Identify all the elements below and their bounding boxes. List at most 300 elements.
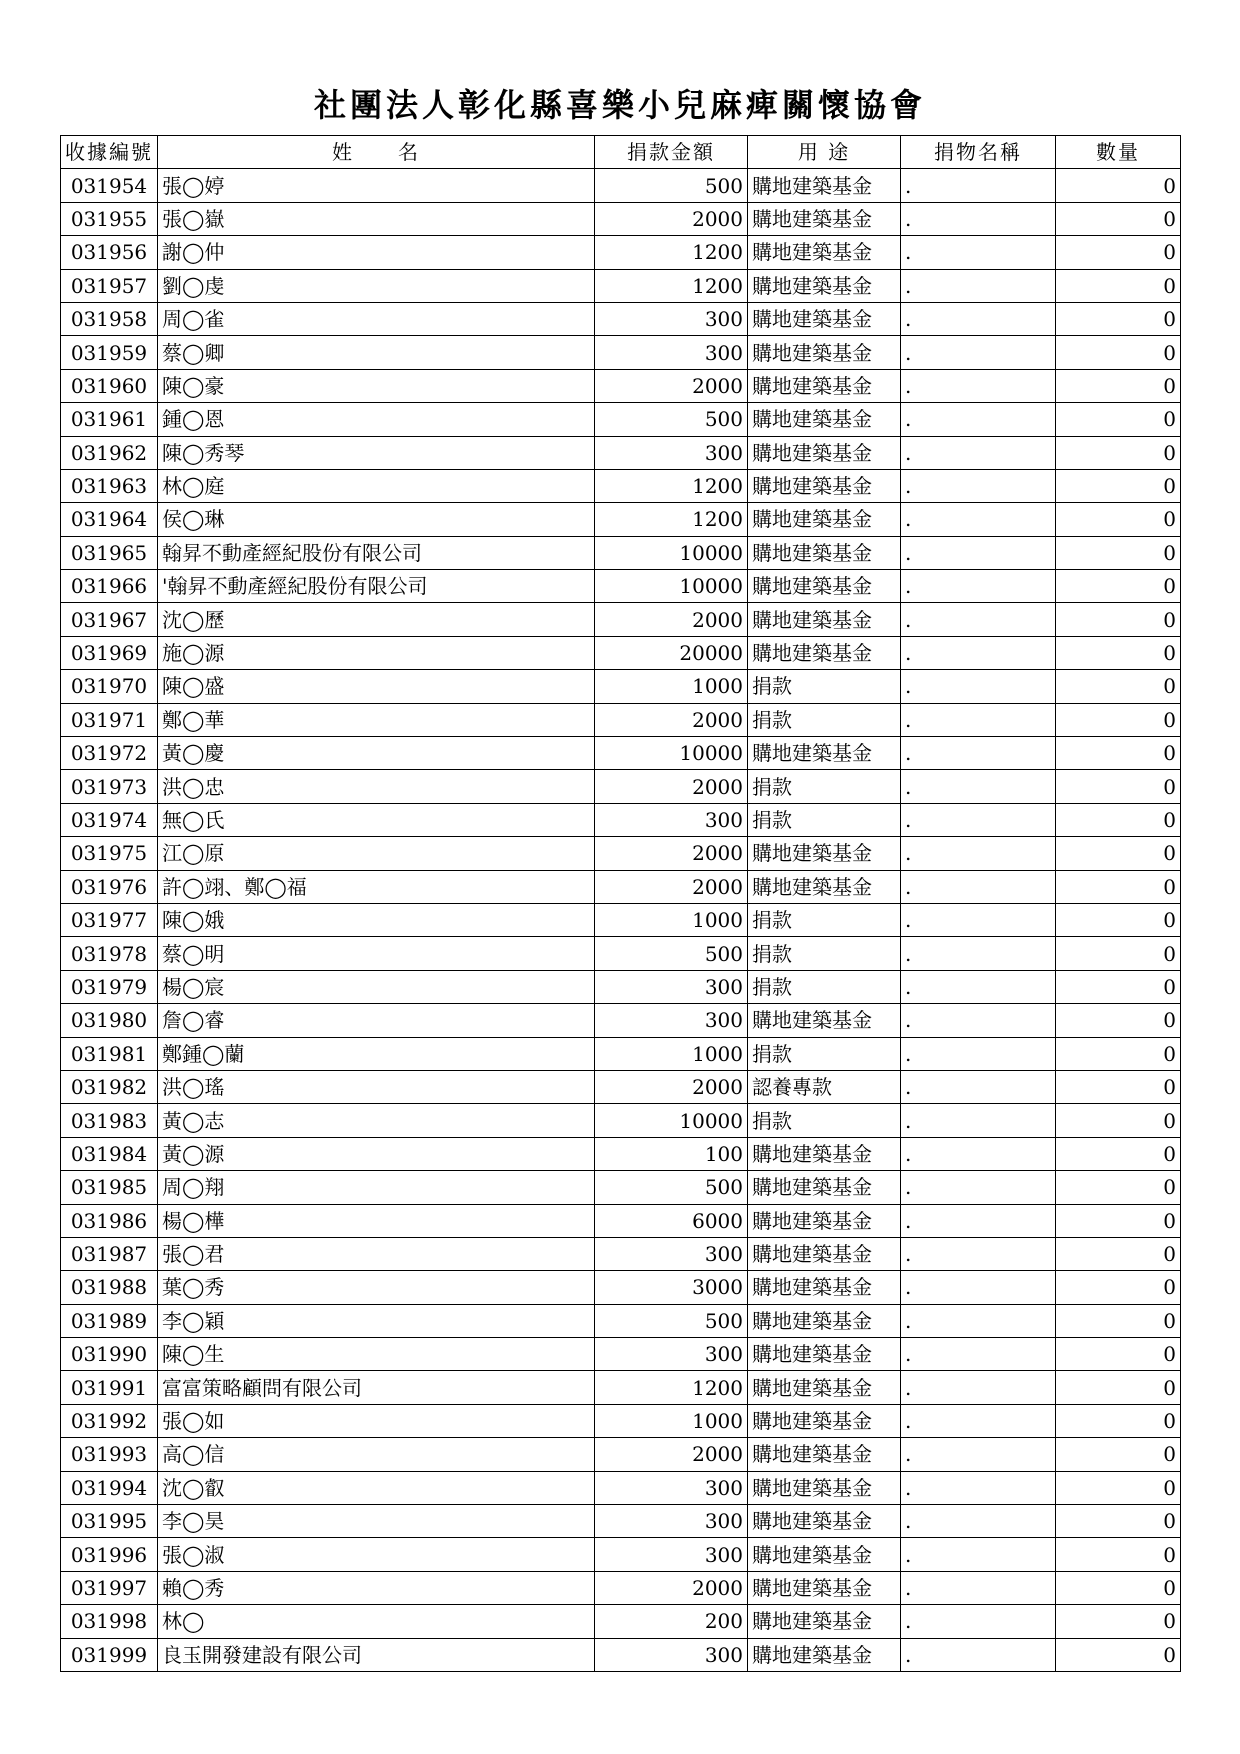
donor-name-cell: 良玉開發建設有限公司 [158,1638,595,1671]
quantity-cell: 0 [1056,970,1181,1003]
item-name-cell: . [901,1605,1056,1638]
usage-cell: 購地建築基金 [748,269,901,302]
amount-cell: 2000 [595,1571,748,1604]
amount-cell: 2000 [595,369,748,402]
quantity-cell: 0 [1056,670,1181,703]
quantity-cell: 0 [1056,1104,1181,1137]
receipt-no-cell: 031962 [61,436,158,469]
donor-name-cell: 沈◯叡 [158,1471,595,1504]
item-name-cell: . [901,236,1056,269]
usage-cell: 購地建築基金 [748,1137,901,1170]
amount-cell: 200 [595,1605,748,1638]
quantity-cell: 0 [1056,1137,1181,1170]
amount-cell: 1200 [595,1371,748,1404]
table-row [61,1171,1181,1204]
donation-table [60,135,1181,1672]
table-row [61,369,1181,402]
receipt-no-cell: 031966 [61,570,158,603]
item-name-cell: . [901,737,1056,770]
donor-name-cell: 江◯原 [158,837,595,870]
donor-name-cell: 陳◯盛 [158,670,595,703]
receipt-no-cell: 031996 [61,1538,158,1571]
item-name-cell: . [901,1404,1056,1437]
table-row [61,1070,1181,1103]
receipt-no-cell: 031973 [61,770,158,803]
usage-cell: 捐款 [748,803,901,836]
amount-cell: 500 [595,937,748,970]
table-row [61,803,1181,836]
receipt-no-cell: 031977 [61,903,158,936]
donor-name-cell: 蔡◯明 [158,937,595,970]
item-name-cell: . [901,1104,1056,1137]
donor-name-cell: 洪◯瑤 [158,1070,595,1103]
amount-cell: 300 [595,970,748,1003]
usage-cell: 購地建築基金 [748,336,901,369]
quantity-cell: 0 [1056,1171,1181,1204]
receipt-no-cell: 031957 [61,269,158,302]
item-name-cell: . [901,436,1056,469]
donor-name-cell: 陳◯豪 [158,369,595,402]
table-row [61,1538,1181,1571]
item-name-cell: . [901,1070,1056,1103]
amount-cell: 500 [595,169,748,202]
receipt-no-cell: 031974 [61,803,158,836]
quantity-cell: 0 [1056,1204,1181,1237]
item-name-cell: . [901,636,1056,669]
receipt-no-cell: 031980 [61,1004,158,1037]
usage-cell: 購地建築基金 [748,1404,901,1437]
receipt-no-cell: 031967 [61,603,158,636]
table-row [61,1338,1181,1371]
table-row [61,269,1181,302]
header-name: 姓 名 [158,136,595,169]
quantity-cell: 0 [1056,803,1181,836]
receipt-no-cell: 031960 [61,369,158,402]
usage-cell: 購地建築基金 [748,1271,901,1304]
item-name-cell: . [901,703,1056,736]
table-row [61,570,1181,603]
item-name-cell: . [901,1204,1056,1237]
donor-name-cell: 鄭◯華 [158,703,595,736]
amount-cell: 500 [595,1304,748,1337]
item-name-cell: . [901,670,1056,703]
quantity-cell: 0 [1056,336,1181,369]
receipt-no-cell: 031998 [61,1605,158,1638]
receipt-no-cell: 031961 [61,403,158,436]
receipt-no-cell: 031986 [61,1204,158,1237]
donor-name-cell: 黃◯慶 [158,737,595,770]
quantity-cell: 0 [1056,1404,1181,1437]
usage-cell: 捐款 [748,670,901,703]
amount-cell: 2000 [595,703,748,736]
receipt-no-cell: 031979 [61,970,158,1003]
donor-name-cell: 洪◯忠 [158,770,595,803]
table-row [61,837,1181,870]
amount-cell: 6000 [595,1204,748,1237]
donor-name-cell: 沈◯歷 [158,603,595,636]
amount-cell: 300 [595,803,748,836]
receipt-no-cell: 031976 [61,870,158,903]
table-row [61,870,1181,903]
amount-cell: 1000 [595,903,748,936]
table-row [61,1505,1181,1538]
table-row [61,169,1181,202]
quantity-cell: 0 [1056,937,1181,970]
amount-cell: 2000 [595,1070,748,1103]
receipt-no-cell: 031975 [61,837,158,870]
table-body [61,169,1181,1672]
quantity-cell: 0 [1056,403,1181,436]
item-name-cell: . [901,570,1056,603]
item-name-cell: . [901,1137,1056,1170]
quantity-cell: 0 [1056,1605,1181,1638]
usage-cell: 購地建築基金 [748,603,901,636]
table-row [61,603,1181,636]
quantity-cell: 0 [1056,1538,1181,1571]
receipt-no-cell: 031987 [61,1237,158,1270]
item-name-cell: . [901,970,1056,1003]
receipt-no-cell: 031999 [61,1638,158,1671]
item-name-cell: . [901,1638,1056,1671]
quantity-cell: 0 [1056,1304,1181,1337]
usage-cell: 捐款 [748,903,901,936]
header-usage: 用 途 [748,136,901,169]
table-row [61,1271,1181,1304]
receipt-no-cell: 031965 [61,536,158,569]
item-name-cell: . [901,269,1056,302]
usage-cell: 購地建築基金 [748,1304,901,1337]
amount-cell: 300 [595,1004,748,1037]
usage-cell: 購地建築基金 [748,403,901,436]
quantity-cell: 0 [1056,1571,1181,1604]
receipt-no-cell: 031982 [61,1070,158,1103]
donor-name-cell: 施◯源 [158,636,595,669]
amount-cell: 1200 [595,503,748,536]
usage-cell: 捐款 [748,1104,901,1137]
table-row [61,236,1181,269]
usage-cell: 購地建築基金 [748,1638,901,1671]
quantity-cell: 0 [1056,636,1181,669]
receipt-no-cell: 031983 [61,1104,158,1137]
quantity-cell: 0 [1056,737,1181,770]
item-name-cell: . [901,1571,1056,1604]
table-row [61,1638,1181,1671]
usage-cell: 購地建築基金 [748,1004,901,1037]
table-row [61,1304,1181,1337]
table-row [61,636,1181,669]
table-row [61,503,1181,536]
quantity-cell: 0 [1056,770,1181,803]
amount-cell: 300 [595,302,748,335]
usage-cell: 購地建築基金 [748,1471,901,1504]
quantity-cell: 0 [1056,1338,1181,1371]
amount-cell: 300 [595,1538,748,1571]
amount-cell: 1200 [595,236,748,269]
quantity-cell: 0 [1056,1070,1181,1103]
receipt-no-cell: 031990 [61,1338,158,1371]
header-amount: 捐款金額 [595,136,748,169]
table-row [61,403,1181,436]
usage-cell: 捐款 [748,703,901,736]
amount-cell: 1000 [595,670,748,703]
usage-cell: 購地建築基金 [748,169,901,202]
quantity-cell: 0 [1056,202,1181,235]
amount-cell: 500 [595,1171,748,1204]
quantity-cell: 0 [1056,469,1181,502]
item-name-cell: . [901,903,1056,936]
table-row [61,469,1181,502]
quantity-cell: 0 [1056,169,1181,202]
header-receipt-no: 收據編號 [61,136,158,169]
table-row [61,1605,1181,1638]
quantity-cell: 0 [1056,369,1181,402]
amount-cell: 2000 [595,1438,748,1471]
donor-name-cell: 周◯翔 [158,1171,595,1204]
table-row [61,1037,1181,1070]
quantity-cell: 0 [1056,436,1181,469]
donor-name-cell: 張◯君 [158,1237,595,1270]
receipt-no-cell: 031994 [61,1471,158,1504]
quantity-cell: 0 [1056,837,1181,870]
table-row [61,903,1181,936]
amount-cell: 2000 [595,603,748,636]
receipt-no-cell: 031984 [61,1137,158,1170]
usage-cell: 購地建築基金 [748,1204,901,1237]
usage-cell: 購地建築基金 [748,202,901,235]
amount-cell: 1200 [595,469,748,502]
donor-name-cell: 周◯雀 [158,302,595,335]
usage-cell: 購地建築基金 [748,1505,901,1538]
item-name-cell: . [901,202,1056,235]
donor-name-cell: 無◯氏 [158,803,595,836]
receipt-no-cell: 031954 [61,169,158,202]
amount-cell: 10000 [595,536,748,569]
item-name-cell: . [901,1371,1056,1404]
usage-cell: 購地建築基金 [748,503,901,536]
item-name-cell: . [901,1037,1056,1070]
receipt-no-cell: 031993 [61,1438,158,1471]
donor-name-cell: 蔡◯卿 [158,336,595,369]
table-row [61,1237,1181,1270]
receipt-no-cell: 031970 [61,670,158,703]
donor-name-cell: 李◯穎 [158,1304,595,1337]
receipt-no-cell: 031972 [61,737,158,770]
quantity-cell: 0 [1056,870,1181,903]
item-name-cell: . [901,1004,1056,1037]
usage-cell: 購地建築基金 [748,737,901,770]
donor-name-cell: 詹◯睿 [158,1004,595,1037]
receipt-no-cell: 031958 [61,302,158,335]
quantity-cell: 0 [1056,903,1181,936]
receipt-no-cell: 031955 [61,202,158,235]
usage-cell: 購地建築基金 [748,1171,901,1204]
donor-name-cell: '翰昇不動產經紀股份有限公司 [158,570,595,603]
table-row [61,1438,1181,1471]
receipt-no-cell: 031997 [61,1571,158,1604]
quantity-cell: 0 [1056,1638,1181,1671]
item-name-cell: . [901,803,1056,836]
header-quantity: 數量 [1056,136,1181,169]
donor-name-cell: 侯◯琳 [158,503,595,536]
header-item-name: 捐物名稱 [901,136,1056,169]
donor-name-cell: 林◯ [158,1605,595,1638]
usage-cell: 購地建築基金 [748,1538,901,1571]
table-row [61,1404,1181,1437]
receipt-no-cell: 031969 [61,636,158,669]
donor-name-cell: 張◯淑 [158,1538,595,1571]
receipt-no-cell: 031971 [61,703,158,736]
item-name-cell: . [901,336,1056,369]
item-name-cell: . [901,469,1056,502]
item-name-cell: . [901,403,1056,436]
amount-cell: 2000 [595,837,748,870]
amount-cell: 3000 [595,1271,748,1304]
quantity-cell: 0 [1056,269,1181,302]
usage-cell: 購地建築基金 [748,870,901,903]
receipt-no-cell: 031992 [61,1404,158,1437]
usage-cell: 購地建築基金 [748,570,901,603]
amount-cell: 1200 [595,269,748,302]
donor-name-cell: 李◯昊 [158,1505,595,1538]
amount-cell: 300 [595,1471,748,1504]
quantity-cell: 0 [1056,1438,1181,1471]
donor-name-cell: 楊◯宸 [158,970,595,1003]
receipt-no-cell: 031978 [61,937,158,970]
table-row [61,202,1181,235]
donor-name-cell: 鍾◯恩 [158,403,595,436]
item-name-cell: . [901,937,1056,970]
table-row [61,737,1181,770]
donor-name-cell: 楊◯樺 [158,1204,595,1237]
item-name-cell: . [901,1471,1056,1504]
receipt-no-cell: 031981 [61,1037,158,1070]
receipt-no-cell: 031963 [61,469,158,502]
amount-cell: 2000 [595,870,748,903]
item-name-cell: . [901,1438,1056,1471]
amount-cell: 100 [595,1137,748,1170]
donor-name-cell: 謝◯仲 [158,236,595,269]
receipt-no-cell: 031989 [61,1304,158,1337]
amount-cell: 300 [595,1338,748,1371]
item-name-cell: . [901,1171,1056,1204]
amount-cell: 10000 [595,570,748,603]
donor-name-cell: 劉◯虔 [158,269,595,302]
donor-name-cell: 富富策略顧問有限公司 [158,1371,595,1404]
receipt-no-cell: 031991 [61,1371,158,1404]
item-name-cell: . [901,1304,1056,1337]
donor-name-cell: 葉◯秀 [158,1271,595,1304]
usage-cell: 購地建築基金 [748,1571,901,1604]
quantity-cell: 0 [1056,1004,1181,1037]
table-row [61,302,1181,335]
item-name-cell: . [901,369,1056,402]
amount-cell: 300 [595,1638,748,1671]
table-row [61,1104,1181,1137]
receipt-no-cell: 031959 [61,336,158,369]
amount-cell: 500 [595,403,748,436]
item-name-cell: . [901,169,1056,202]
quantity-cell: 0 [1056,1471,1181,1504]
quantity-cell: 0 [1056,536,1181,569]
donor-name-cell: 張◯嶽 [158,202,595,235]
amount-cell: 2000 [595,202,748,235]
quantity-cell: 0 [1056,703,1181,736]
usage-cell: 捐款 [748,970,901,1003]
amount-cell: 300 [595,336,748,369]
item-name-cell: . [901,302,1056,335]
receipt-no-cell: 031956 [61,236,158,269]
donor-name-cell: 黃◯志 [158,1104,595,1137]
amount-cell: 10000 [595,737,748,770]
item-name-cell: . [901,770,1056,803]
donor-name-cell: 陳◯生 [158,1338,595,1371]
usage-cell: 購地建築基金 [748,837,901,870]
receipt-no-cell: 031988 [61,1271,158,1304]
item-name-cell: . [901,503,1056,536]
table-row [61,1137,1181,1170]
item-name-cell: . [901,870,1056,903]
usage-cell: 認養專款 [748,1070,901,1103]
table-row [61,1004,1181,1037]
receipt-no-cell: 031995 [61,1505,158,1538]
receipt-no-cell: 031964 [61,503,158,536]
quantity-cell: 0 [1056,236,1181,269]
donor-name-cell: 黃◯源 [158,1137,595,1170]
quantity-cell: 0 [1056,1505,1181,1538]
page-title: 社團法人彰化縣喜樂小兒麻痺關懷協會 [313,86,926,124]
quantity-cell: 0 [1056,1037,1181,1070]
item-name-cell: . [901,1505,1056,1538]
table-row [61,937,1181,970]
receipt-no-cell: 031985 [61,1171,158,1204]
amount-cell: 300 [595,1237,748,1270]
usage-cell: 捐款 [748,937,901,970]
item-name-cell: . [901,603,1056,636]
usage-cell: 購地建築基金 [748,1438,901,1471]
usage-cell: 捐款 [748,770,901,803]
table-row [61,536,1181,569]
quantity-cell: 0 [1056,570,1181,603]
item-name-cell: . [901,837,1056,870]
table-row [61,436,1181,469]
usage-cell: 購地建築基金 [748,1605,901,1638]
donor-name-cell: 張◯婷 [158,169,595,202]
table-row [61,970,1181,1003]
donor-name-cell: 翰昇不動產經紀股份有限公司 [158,536,595,569]
donor-name-cell: 鄭鍾◯蘭 [158,1037,595,1070]
usage-cell: 購地建築基金 [748,536,901,569]
usage-cell: 捐款 [748,1037,901,1070]
item-name-cell: . [901,1271,1056,1304]
table-row [61,336,1181,369]
usage-cell: 購地建築基金 [748,1338,901,1371]
usage-cell: 購地建築基金 [748,636,901,669]
amount-cell: 1000 [595,1404,748,1437]
table-header [61,136,1181,169]
table-row [61,1204,1181,1237]
donor-name-cell: 賴◯秀 [158,1571,595,1604]
donor-name-cell: 陳◯秀琴 [158,436,595,469]
header-row [61,136,1181,169]
amount-cell: 20000 [595,636,748,669]
quantity-cell: 0 [1056,1371,1181,1404]
item-name-cell: . [901,1237,1056,1270]
table-row [61,1471,1181,1504]
quantity-cell: 0 [1056,1271,1181,1304]
usage-cell: 購地建築基金 [748,369,901,402]
donor-name-cell: 高◯信 [158,1438,595,1471]
donor-name-cell: 林◯庭 [158,469,595,502]
